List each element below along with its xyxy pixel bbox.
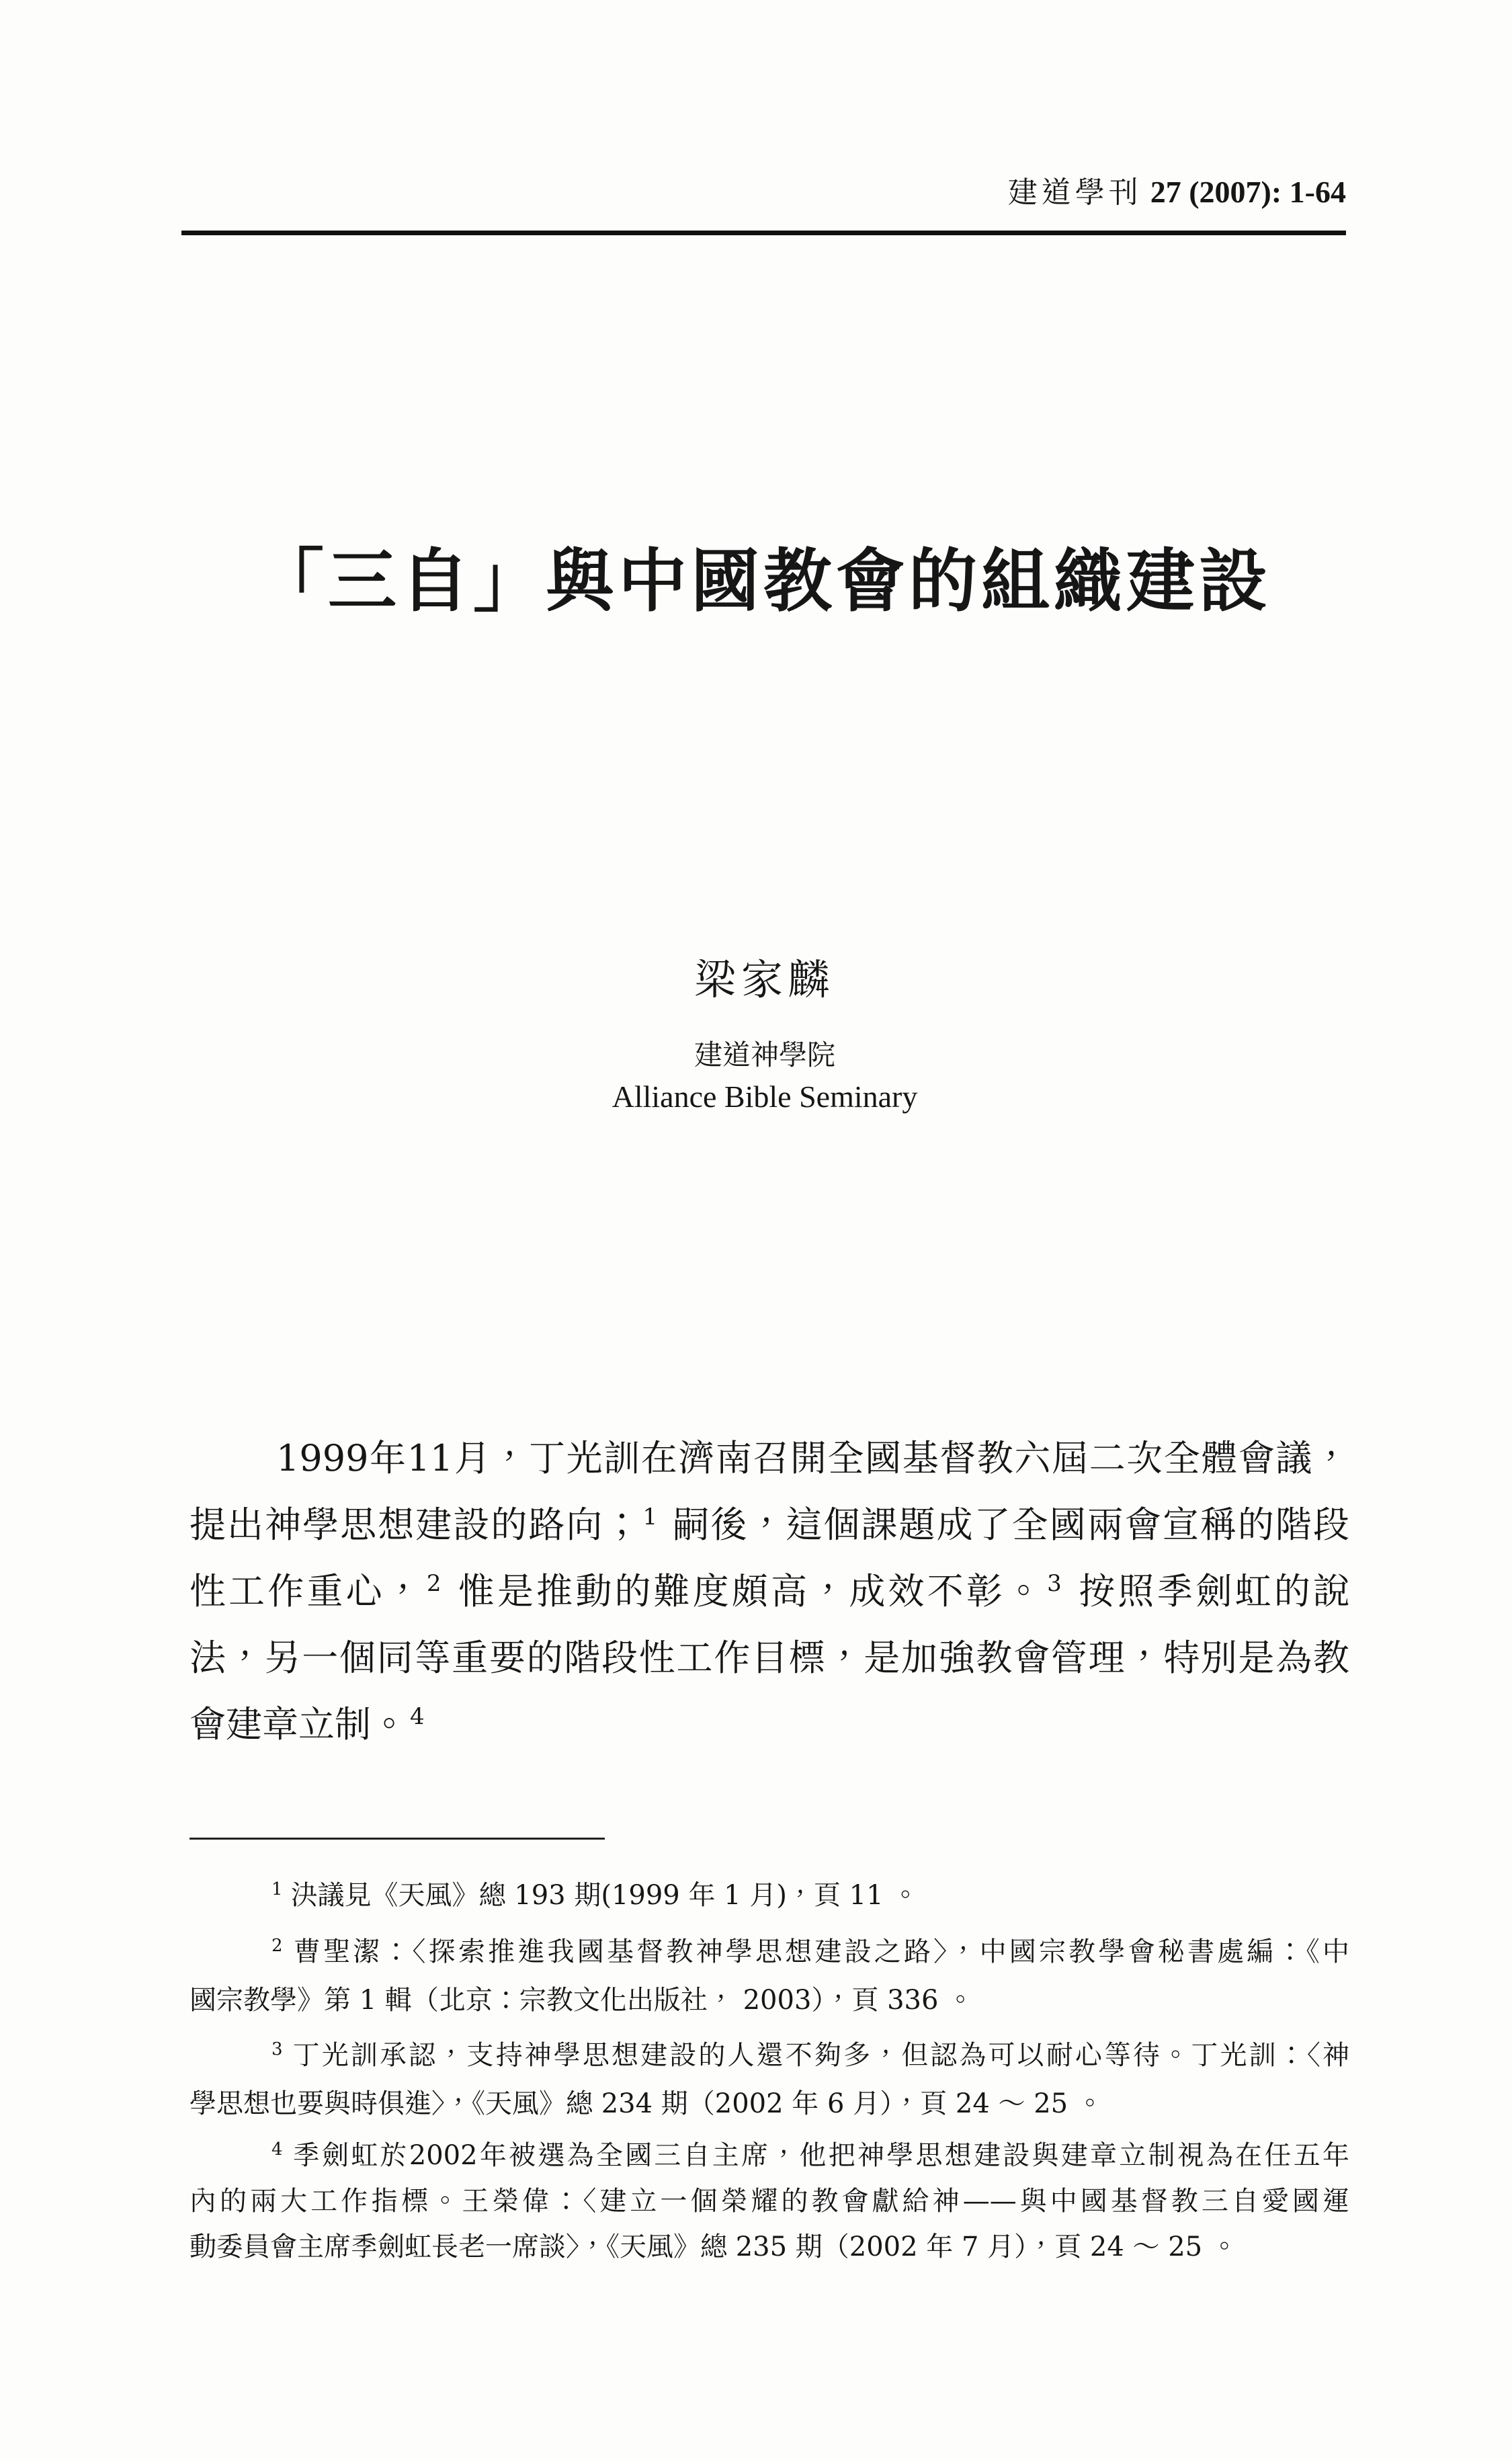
- body-text: 會建章立制。: [190, 1703, 407, 1746]
- footnote-ref: 4: [410, 1703, 425, 1730]
- footnote-4: [190, 2133, 1349, 2270]
- footnote-number: 3: [271, 2039, 283, 2059]
- body-text: 性工作重心，: [190, 1570, 424, 1612]
- body-text: 嗣後，這個課題成了全國兩會宣稱的階段: [660, 1504, 1349, 1546]
- footnote-line: [190, 2133, 1349, 2178]
- footnote-ref: 2: [426, 1570, 442, 1597]
- body-text: 法，另一個同等重要的階段性工作目標，是加強教會管理，特別是為教: [190, 1637, 1349, 1679]
- running-header: [1008, 172, 1346, 219]
- footnote-text: 學思想也要與時俱進〉，《天風》總 234 期（2002 年 6 月），頁 24 ～ 25 。: [190, 2088, 1103, 2119]
- body-text: 惟是推動的難度頗高，成效不彰。: [444, 1570, 1045, 1612]
- footnote-number: 1: [271, 1879, 283, 1899]
- body-text: 按照季劍虹的說: [1064, 1570, 1349, 1612]
- footnote-line: [190, 1928, 1349, 1976]
- issue-pages: 27 (2007): 1-64: [1150, 175, 1346, 209]
- footnote-separator: [190, 1838, 605, 1840]
- body-text: 提出神學思想建設的路向；: [190, 1504, 640, 1546]
- footnote-line: [190, 2080, 1349, 2128]
- footnote-text: 內的兩大工作指標。王榮偉：〈建立一個榮耀的教會獻給神——與中國基督教三自愛國運: [190, 2186, 1349, 2217]
- footnote-line: [190, 1976, 1349, 2024]
- author-name: 梁家麟: [694, 955, 835, 1004]
- footnote-text: 動委員會主席季劍虹長老一席談〉，《天風》總 235 期（2002 年 7 月），頁 24 ～ 25 。: [190, 2231, 1238, 2262]
- footnote-2: [190, 1928, 1349, 2024]
- affiliation-english: Alliance Bible Seminary: [612, 1079, 918, 1114]
- footnote-text: 季劍虹於2002年被選為全國三自主席，他把神學思想建設與建章立制視為在任五年: [290, 2140, 1349, 2171]
- body-paragraph: [190, 1425, 1349, 1758]
- footnote-text: 曹聖潔：〈探索推進我國基督教神學思想建設之路〉，中國宗教學會秘書處編：《中: [290, 1936, 1349, 1967]
- footnote-number: 4: [271, 2139, 283, 2160]
- footnote-ref: 1: [642, 1504, 658, 1530]
- header-rule: [181, 231, 1346, 235]
- footnote-text: 丁光訓承認，支持神學思想建設的人還不夠多，但認為可以耐心等待。丁光訓：〈神: [290, 2040, 1349, 2071]
- footnote-number: 2: [271, 1935, 283, 1956]
- footnote-line: [190, 1871, 1349, 1920]
- article-title: 「三自」與中國教會的組織建設: [255, 542, 1271, 622]
- footnote-line: [190, 2178, 1349, 2224]
- journal-name: 建道學刊: [1007, 175, 1142, 210]
- footnote-3: [190, 2031, 1349, 2128]
- body-text: 1999年11月，丁光訓在濟南召開全國基督教六屆二次全體會議，: [276, 1437, 1349, 1479]
- footnote-1: [190, 1871, 1349, 1920]
- footnote-text: 決議見《天風》總 193 期(1999 年 1 月)，頁 11 。: [290, 1880, 919, 1911]
- footnote-text: 國宗教學》第 1 輯（北京：宗教文化出版社， 2003），頁 336 。: [190, 1985, 974, 2016]
- affiliation-chinese: 建道神學院: [694, 1038, 835, 1071]
- footnote-line: [190, 2224, 1349, 2270]
- body-line: [190, 1558, 1349, 1625]
- footnote-ref: 3: [1047, 1570, 1062, 1597]
- body-line: [190, 1625, 1349, 1691]
- body-line: [190, 1691, 1349, 1758]
- body-line: [276, 1425, 1349, 1491]
- body-line: [190, 1491, 1349, 1558]
- footnote-line: [190, 2031, 1349, 2080]
